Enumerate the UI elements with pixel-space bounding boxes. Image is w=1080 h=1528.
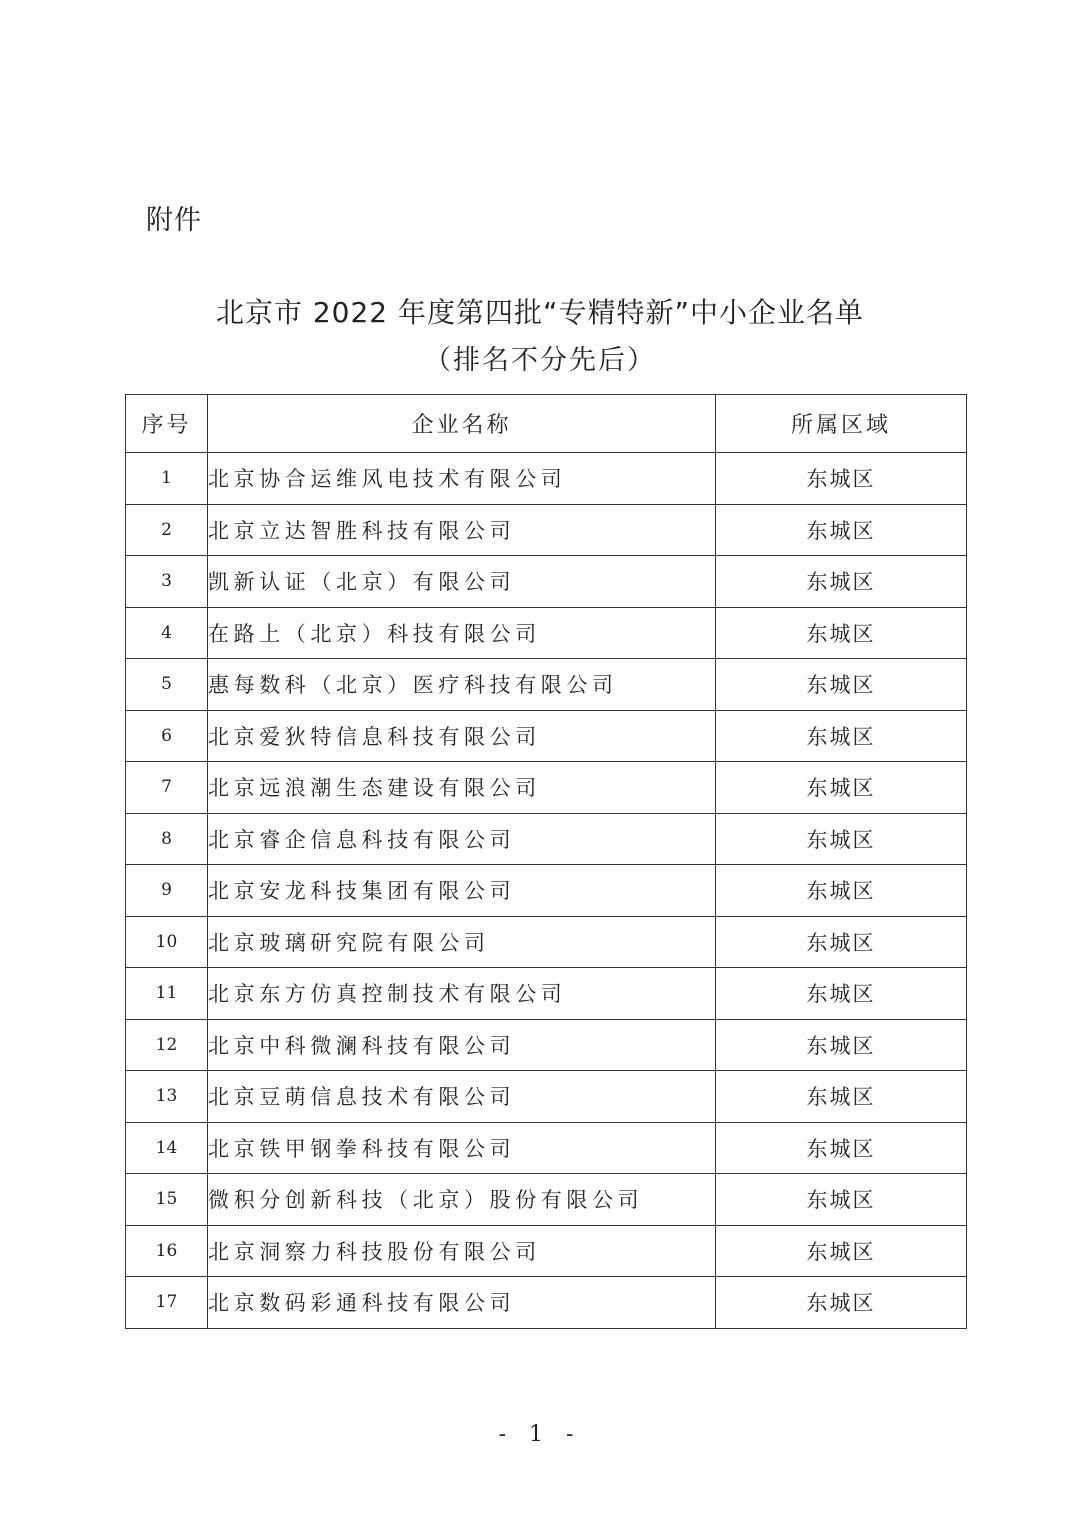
enterprise-name: 北京远浪潮生态建设有限公司: [208, 762, 716, 814]
row-number: 16: [126, 1225, 208, 1277]
table-row: [126, 1019, 967, 1071]
attachment-label: 附件: [146, 205, 202, 236]
header-enterprise-name: 企业名称: [208, 395, 716, 453]
table-row: [126, 1277, 967, 1329]
row-number: 6: [126, 710, 208, 762]
row-number: 8: [126, 813, 208, 865]
table-row: [126, 1122, 967, 1174]
district: 东城区: [716, 865, 967, 917]
row-number: 11: [126, 968, 208, 1020]
district: 东城区: [716, 968, 967, 1020]
district: 东城区: [716, 504, 967, 556]
district: 东城区: [716, 813, 967, 865]
district: 东城区: [716, 556, 967, 608]
district: 东城区: [716, 762, 967, 814]
table-row: [126, 453, 967, 505]
district: 东城区: [716, 607, 967, 659]
enterprise-name: 在路上（北京）科技有限公司: [208, 607, 716, 659]
table-header-row: [126, 395, 967, 453]
district: 东城区: [716, 1277, 967, 1329]
district: 东城区: [716, 659, 967, 711]
table-row: [126, 865, 967, 917]
enterprise-name: 北京中科微澜科技有限公司: [208, 1019, 716, 1071]
table-row: [126, 659, 967, 711]
row-number: 17: [126, 1277, 208, 1329]
row-number: 4: [126, 607, 208, 659]
table-row: [126, 1071, 967, 1123]
district: 东城区: [716, 453, 967, 505]
page-number: - 1 -: [498, 1422, 582, 1447]
row-number: 3: [126, 556, 208, 608]
enterprise-name: 北京立达智胜科技有限公司: [208, 504, 716, 556]
enterprise-name: 北京协合运维风电技术有限公司: [208, 453, 716, 505]
header-serial-number: 序号: [126, 395, 208, 453]
row-number: 12: [126, 1019, 208, 1071]
table-row: [126, 1225, 967, 1277]
table-row: [126, 968, 967, 1020]
table-row: [126, 1174, 967, 1226]
table-row: [126, 813, 967, 865]
district: 东城区: [716, 1122, 967, 1174]
enterprise-name: 北京东方仿真控制技术有限公司: [208, 968, 716, 1020]
enterprise-name: 北京铁甲钢拳科技有限公司: [208, 1122, 716, 1174]
enterprise-name: 北京数码彩通科技有限公司: [208, 1277, 716, 1329]
row-number: 9: [126, 865, 208, 917]
table-row: [126, 504, 967, 556]
table-row: [126, 916, 967, 968]
table-row: [126, 762, 967, 814]
row-number: 13: [126, 1071, 208, 1123]
enterprise-name: 北京安龙科技集团有限公司: [208, 865, 716, 917]
district: 东城区: [716, 916, 967, 968]
enterprise-name: 北京洞察力科技股份有限公司: [208, 1225, 716, 1277]
document-subtitle: （排名不分先后）: [424, 345, 656, 376]
district: 东城区: [716, 710, 967, 762]
district: 东城区: [716, 1225, 967, 1277]
table-row: [126, 556, 967, 608]
enterprise-name: 凯新认证（北京）有限公司: [208, 556, 716, 608]
document-title: 北京市 2022 年度第四批“专精特新”中小企业名单: [215, 296, 865, 329]
row-number: 1: [126, 453, 208, 505]
enterprise-name: 北京玻璃研究院有限公司: [208, 916, 716, 968]
enterprise-name: 北京睿企信息科技有限公司: [208, 813, 716, 865]
header-district: 所属区域: [716, 395, 967, 453]
enterprise-name: 微积分创新科技（北京）股份有限公司: [208, 1174, 716, 1226]
district: 东城区: [716, 1174, 967, 1226]
row-number: 2: [126, 504, 208, 556]
row-number: 5: [126, 659, 208, 711]
district: 东城区: [716, 1071, 967, 1123]
table-row: [126, 710, 967, 762]
enterprise-name: 北京豆萌信息技术有限公司: [208, 1071, 716, 1123]
enterprise-name: 惠每数科（北京）医疗科技有限公司: [208, 659, 716, 711]
table-row: [126, 607, 967, 659]
district: 东城区: [716, 1019, 967, 1071]
row-number: 15: [126, 1174, 208, 1226]
row-number: 10: [126, 916, 208, 968]
enterprise-name: 北京爱狄特信息科技有限公司: [208, 710, 716, 762]
enterprise-table: [125, 394, 967, 1329]
row-number: 14: [126, 1122, 208, 1174]
row-number: 7: [126, 762, 208, 814]
